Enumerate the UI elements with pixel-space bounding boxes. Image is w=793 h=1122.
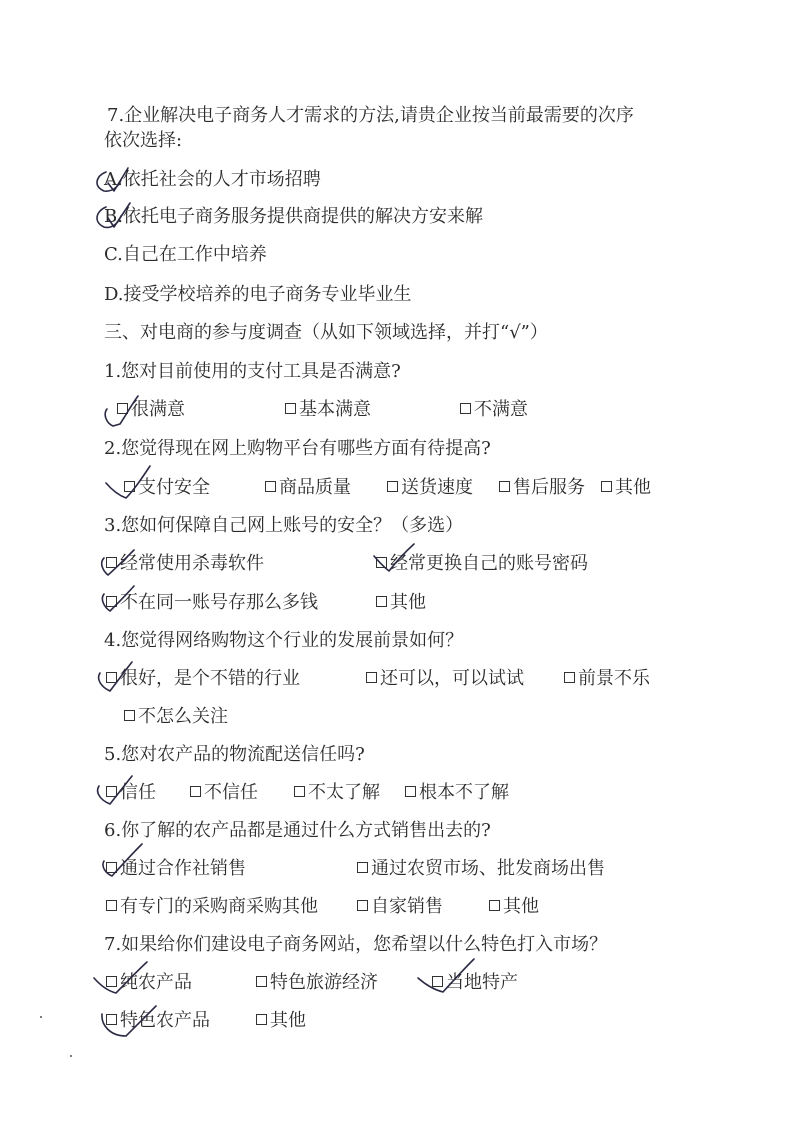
q2-option-delivery-speed[interactable]: 送货速度 xyxy=(387,476,473,500)
q4-option-not-care[interactable]: 不怎么关注 xyxy=(124,705,228,729)
checkbox[interactable] xyxy=(357,900,368,911)
q1-option-not-satisfied[interactable]: 不满意 xyxy=(460,398,528,422)
q2-option-after-sales[interactable]: 售后服务 xyxy=(499,476,585,500)
q4-title: 4.您觉得网络购物这个行业的发展前景如何？ xyxy=(104,630,464,651)
checkbox[interactable] xyxy=(601,481,612,492)
q7-option-local-specialty[interactable]: 当地特产 xyxy=(432,971,518,995)
checkbox[interactable] xyxy=(405,786,416,797)
checkbox[interactable] xyxy=(106,862,117,873)
q7-option-other[interactable]: 其他 xyxy=(256,1009,306,1033)
q1-option-very-satisfied[interactable]: 很满意 xyxy=(117,398,185,422)
q7-option-pure-agri[interactable]: 纯农产品 xyxy=(106,971,192,995)
checkbox[interactable] xyxy=(376,596,387,607)
q6-option-self-sale[interactable]: 自家销售 xyxy=(357,895,443,919)
q3-option-change-password[interactable]: 经常更换自己的账号密码 xyxy=(376,552,588,576)
q7-title: 7.如果给你们建设电子商务网站，您希望以什么特色打入市场？ xyxy=(104,934,608,955)
checkbox[interactable] xyxy=(285,403,296,414)
q4-option-not-optimistic[interactable]: 前景不乐 xyxy=(564,667,650,691)
q6-option-cooperative[interactable]: 通过合作社销售 xyxy=(106,857,246,881)
q5-title: 5.您对农产品的物流配送信任吗? xyxy=(104,744,365,765)
q5-option-trust[interactable]: 信任 xyxy=(106,781,156,805)
q2-title: 2.您觉得现在网上购物平台有哪些方面有待提高? xyxy=(104,438,491,459)
q2-option-payment-security[interactable]: 支付安全 xyxy=(124,476,210,500)
q1-option-basically-satisfied[interactable]: 基本满意 xyxy=(285,398,371,422)
q6-option-market[interactable]: 通过农贸市场、批发商场出售 xyxy=(357,857,605,881)
q7-option-tourism[interactable]: 特色旅游经济 xyxy=(256,971,378,995)
q5-option-distrust[interactable]: 不信任 xyxy=(190,781,258,805)
q3-title: 3.您如何保障自己网上账号的安全？（多选） xyxy=(104,515,464,536)
q1-title: 1.您对目前使用的支付工具是否满意? xyxy=(104,361,401,382)
checkbox[interactable] xyxy=(106,596,117,607)
checkbox[interactable] xyxy=(432,976,443,987)
checkbox[interactable] xyxy=(256,976,267,987)
section-3-heading: 三、对电商的参与度调查（从如下领域选择，并打“√”） xyxy=(104,322,548,343)
checkbox[interactable] xyxy=(265,481,276,492)
checkbox[interactable] xyxy=(106,786,117,797)
checkbox[interactable] xyxy=(106,976,117,987)
checkbox[interactable] xyxy=(256,1014,267,1025)
q6-option-buyers[interactable]: 有专门的采购商采购其他 xyxy=(106,895,318,919)
checkbox[interactable] xyxy=(489,900,500,911)
scan-speck xyxy=(70,1055,72,1057)
q5-option-no-idea[interactable]: 根本不了解 xyxy=(405,781,509,805)
option-a: A.依托社会的人才市场招聘 xyxy=(104,169,321,190)
checkbox[interactable] xyxy=(357,862,368,873)
checkbox[interactable] xyxy=(376,557,387,568)
checkbox[interactable] xyxy=(106,557,117,568)
checkbox[interactable] xyxy=(366,672,377,683)
q4-option-very-good[interactable]: 很好，是个不错的行业 xyxy=(106,667,300,691)
q3-option-split-money[interactable]: 不在同一账号存那么多钱 xyxy=(106,591,318,615)
checkbox[interactable] xyxy=(124,481,135,492)
option-c: C.自己在工作中培养 xyxy=(104,244,267,265)
q5-option-not-sure[interactable]: 不太了解 xyxy=(294,781,380,805)
checkbox[interactable] xyxy=(124,710,135,721)
q2-option-product-quality[interactable]: 商品质量 xyxy=(265,476,351,500)
checkbox[interactable] xyxy=(106,672,117,683)
q4-option-okay[interactable]: 还可以，可以试试 xyxy=(366,667,524,691)
question-7-company-line1: 7.企业解决电子商务人才需求的方法,请贵企业按当前最需要的次序 xyxy=(107,105,634,126)
q6-option-other[interactable]: 其他 xyxy=(489,895,539,919)
question-7-company-line2: 依次选择: xyxy=(104,130,183,151)
q3-option-other[interactable]: 其他 xyxy=(376,591,426,615)
checkbox[interactable] xyxy=(564,672,575,683)
q7-option-special-agri[interactable]: 特色农产品 xyxy=(106,1009,210,1033)
q2-option-other[interactable]: 其他 xyxy=(601,476,651,500)
option-d: D.接受学校培养的电子商务专业毕业生 xyxy=(104,284,412,305)
checkbox[interactable] xyxy=(106,900,117,911)
checkbox[interactable] xyxy=(387,481,398,492)
checkbox[interactable] xyxy=(106,1014,117,1025)
checkbox[interactable] xyxy=(460,403,471,414)
option-b: B.依托电子商务服务提供商提供的解决方安来解 xyxy=(104,206,483,227)
q6-title: 6.你了解的农产品都是通过什么方式销售出去的? xyxy=(104,820,491,841)
checkbox[interactable] xyxy=(499,481,510,492)
scan-speck xyxy=(40,1016,42,1018)
checkbox[interactable] xyxy=(190,786,201,797)
checkbox[interactable] xyxy=(117,403,128,414)
q3-option-antivirus[interactable]: 经常使用杀毒软件 xyxy=(106,552,264,576)
checkbox[interactable] xyxy=(294,786,305,797)
